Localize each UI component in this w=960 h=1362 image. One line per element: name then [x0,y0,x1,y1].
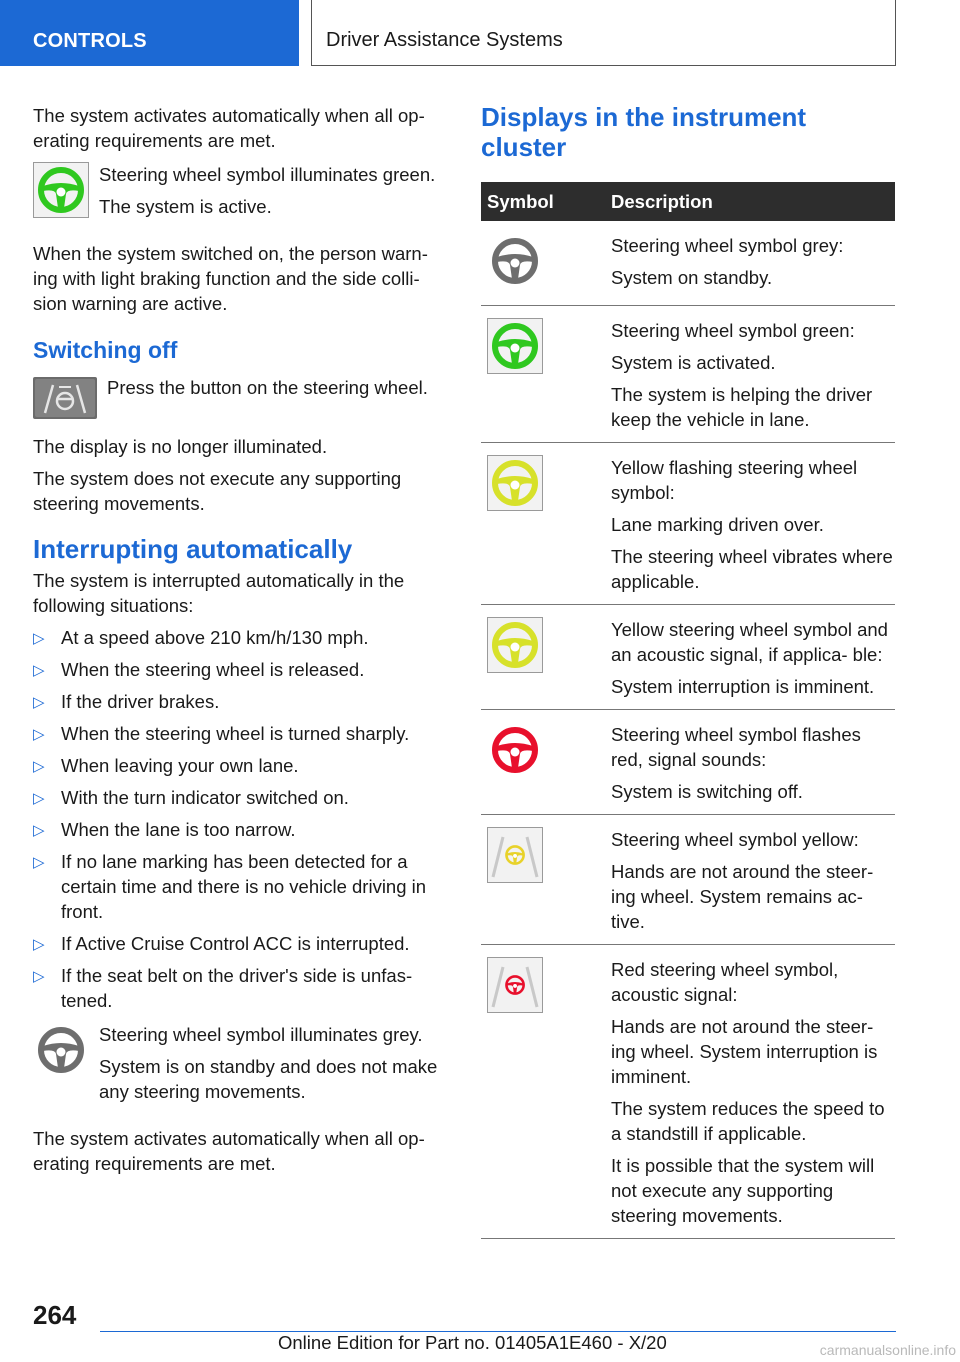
symbol-cell [481,815,611,945]
lane-assist-button-icon [33,377,97,419]
steering-wheel-yellow-flashing-icon [487,455,543,511]
page-number: 264 [33,1300,77,1330]
left-column [33,103,451,1183]
grey-icon-text-2: System is on standby and does not make any steering movements. [99,1056,438,1102]
watermark: carmanualsonline.info [819,1342,956,1358]
table-row [481,815,895,945]
list-item: ▷ When the steering wheel is turned sharply. [33,721,451,746]
table-row [481,605,895,710]
description-cell [611,945,895,1239]
header-chapter-label: Driver Assistance Systems [326,29,563,51]
footer-edition: Online Edition for Part no. 01405A1E460 - X/20 [278,1332,667,1353]
description-line: System interruption is imminent. [611,676,875,697]
description-cell [611,710,895,815]
switched-on-paragraph: When the system switched on, the person warn- ing with light braking function and the side colli- sion warning are active. [33,243,428,314]
header-section-label: CONTROLS [33,30,147,52]
description-cell [611,815,895,945]
list-item: ▷ When the steering wheel is released. [33,657,451,682]
table-header-row [481,182,895,221]
button-note [33,375,451,419]
switching-off-heading: Switching off [33,337,178,363]
triangle-bullet-icon: ▷ [33,854,45,871]
no-support-paragraph: The system does not execute any supporting steering movements. [33,468,402,514]
table-row [481,710,895,815]
list-item: ▷ If the driver brakes. [33,689,451,714]
intro-paragraph: The system activates automatically when all op- erating requirements are met. [33,105,425,151]
triangle-bullet-icon: ▷ [33,758,45,775]
description-line: Red steering wheel symbol, acoustic signal: [611,959,839,1005]
grey-icon-text-1: Steering wheel symbol illuminates grey. [99,1024,423,1045]
list-item: ▷ If Active Cruise Control ACC is interrupted. [33,931,451,956]
table-row [481,306,895,443]
description-line: Steering wheel symbol green: [611,320,855,341]
symbol-cell [481,945,611,1239]
steering-wheel-yellow-icon [487,617,543,673]
interrupting-heading: Interrupting automatically [33,534,353,564]
triangle-bullet-icon: ▷ [33,662,45,679]
right-column [481,102,895,1239]
symbol-cell [481,221,611,306]
description-line: Yellow flashing steering wheel symbol: [611,457,858,503]
description-cell [611,605,895,710]
no-longer-illuminated-paragraph: The display is no longer illuminated. [33,436,328,457]
description-line: System is switching off. [611,781,803,802]
interrupt-intro-paragraph: The system is interrupted automatically in the following situations: [33,570,405,616]
triangle-bullet-icon: ▷ [33,726,45,743]
steering-wheel-grey-icon [33,1022,89,1078]
steering-wheel-green-icon [33,162,89,218]
list-item: ▷ If no lane marking has been detected for a certain time and there is no vehicle driving in front. [33,851,427,922]
triangle-bullet-icon: ▷ [33,630,45,647]
steering-wheel-red-flashing-icon [487,722,543,778]
list-item: ▷ When the lane is too narrow. [33,817,451,842]
description-line: Lane marking driven over. [611,514,824,535]
description-line: The steering wheel vibrates where applicable. [611,546,893,592]
description-line: Steering wheel symbol flashes red, signal sounds: [611,724,861,770]
description-line: Yellow steering wheel symbol and an acoustic signal, if applica- ble: [611,619,888,665]
list-item: ▷ When leaving your own lane. [33,753,451,778]
description-line: System on standby. [611,267,773,288]
green-icon-text-1: Steering wheel symbol illuminates green. [99,164,436,185]
list-item: ▷ With the turn indicator switched on. [33,785,451,810]
column-header-description: Description [611,182,895,221]
steering-wheel-green-icon [487,318,543,374]
symbol-cell [481,710,611,815]
description-cell [611,221,895,306]
description-line: Steering wheel symbol yellow: [611,829,859,850]
outro-paragraph: The system activates automatically when all op- erating requirements are met. [33,1128,425,1174]
column-header-symbol: Symbol [481,182,611,221]
interrupt-list [33,625,451,1013]
grey-icon-note [33,1022,451,1111]
symbol-cell [481,443,611,605]
triangle-bullet-icon: ▷ [33,968,45,985]
description-line: The system reduces the speed to a standstill if applicable. [611,1098,885,1144]
triangle-bullet-icon: ▷ [33,822,45,839]
triangle-bullet-icon: ▷ [33,936,45,953]
description-line: System is activated. [611,352,776,373]
green-icon-note [33,162,451,226]
triangle-bullet-icon: ▷ [33,790,45,807]
symbol-cell [481,306,611,443]
symbol-table [481,182,895,1239]
symbol-cell [481,605,611,710]
header-section-tab [0,0,299,66]
displays-heading: Displays in the instrument cluster [481,102,807,162]
button-text: Press the button on the steering wheel. [107,377,428,398]
steering-wheel-grey-icon [487,233,543,289]
description-line: The system is helping the driver keep the vehicle in lane. [611,384,873,430]
description-cell [611,443,895,605]
hands-off-red-icon [487,957,543,1013]
description-line: Steering wheel symbol grey: [611,235,844,256]
description-line: Hands are not around the steer- ing wheel. System remains ac- tive. [611,861,874,932]
description-cell [611,306,895,443]
description-line: Hands are not around the steer- ing wheel. System interruption is imminent. [611,1016,878,1087]
green-icon-text-2: The system is active. [99,196,272,217]
list-item: ▷ At a speed above 210 km/h/130 mph. [33,625,451,650]
table-row [481,945,895,1239]
header-chapter-tab [311,0,896,66]
hands-off-yellow-icon [487,827,543,883]
table-row [481,221,895,306]
description-line: It is possible that the system will not execute any supporting steering movements. [611,1155,875,1226]
table-row [481,443,895,605]
list-item: ▷ If the seat belt on the driver's side is unfas- tened. [33,965,413,1011]
triangle-bullet-icon: ▷ [33,694,45,711]
